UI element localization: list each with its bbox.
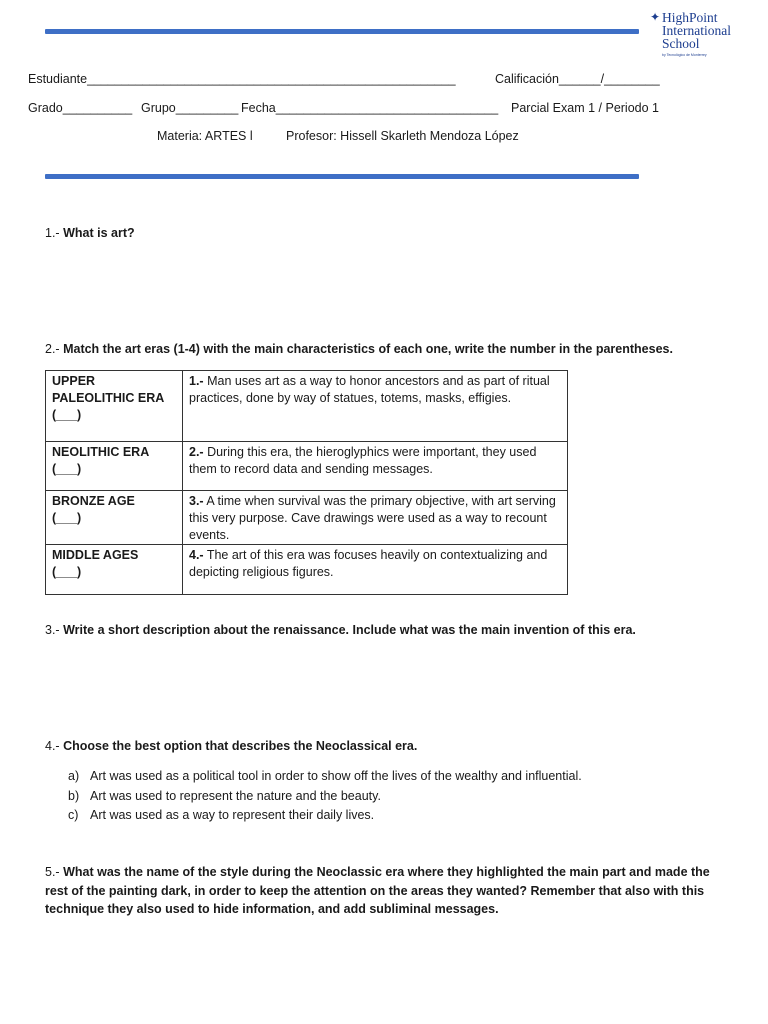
star-icon: ✦	[650, 10, 661, 24]
era-cell	[46, 371, 183, 442]
question-text: What is art?	[63, 226, 135, 240]
question-number: 5.-	[45, 865, 60, 879]
fecha-field[interactable]: Fecha________________________________	[241, 101, 499, 115]
question-text: Choose the best option that describes the Neoclassical era.	[63, 739, 418, 753]
student-field[interactable]: Estudiante_____________________________________________________	[28, 72, 456, 86]
description-text: The art of this era was focuses heavily on contextualizing and depicting religious figures.	[189, 548, 548, 579]
era-name: NEOLITHIC ERA	[52, 445, 150, 459]
question-3	[45, 623, 636, 637]
description-cell	[183, 442, 568, 491]
description-cell	[183, 371, 568, 442]
option-text: Art was used to represent the nature and the beauty.	[90, 788, 381, 803]
teacher-label: Profesor: Hissell Skarleth Mendoza López	[286, 129, 519, 143]
description-text: Man uses art as a way to honor ancestors and as part of ritual practices, done by way of statues, totems, masks, effigies.	[189, 374, 550, 405]
question-number: 3.-	[45, 623, 60, 637]
era-cell	[46, 491, 183, 545]
era-name: MIDDLE AGES	[52, 548, 139, 562]
question-2	[45, 342, 673, 356]
eras-matching-table	[45, 370, 568, 595]
description-text: During this era, the hieroglyphics were important, they used them to record data and sending messages.	[189, 445, 537, 476]
option-letter: b)	[68, 788, 80, 803]
logo-line-2: International	[662, 23, 731, 38]
grupo-field[interactable]: Grupo_________	[141, 101, 239, 115]
option-a[interactable]	[68, 767, 582, 787]
description-number: 3.-	[189, 494, 204, 508]
answer-blank[interactable]: (___)	[52, 408, 82, 422]
grado-field[interactable]: Grado__________	[28, 101, 133, 115]
question-number: 2.-	[45, 342, 60, 356]
question-number: 1.-	[45, 226, 60, 240]
subject-label: Materia: ARTES l	[157, 129, 253, 143]
description-cell	[183, 545, 568, 595]
logo-tagline: by Tecnológico de Monterrey	[662, 53, 707, 57]
answer-blank[interactable]: (___)	[52, 511, 82, 525]
description-cell	[183, 491, 568, 545]
question-number: 4.-	[45, 739, 60, 753]
answer-blank[interactable]: (___)	[52, 462, 82, 476]
description-number: 4.-	[189, 548, 204, 562]
header-divider	[45, 174, 639, 179]
option-text: Art was used as a political tool in order to show off the lives of the wealthy and influential.	[90, 769, 582, 783]
top-divider	[45, 29, 639, 34]
option-c[interactable]	[68, 806, 582, 826]
logo-line-3: School	[662, 36, 700, 51]
era-name: BRONZE AGE	[52, 494, 135, 508]
option-letter: c)	[68, 808, 79, 822]
table-row	[46, 371, 568, 442]
grade-score-field[interactable]: Calificación______/________	[495, 72, 660, 86]
question-5	[45, 863, 735, 919]
logo-line-1: HighPoint	[662, 10, 718, 25]
option-letter: a)	[68, 769, 80, 783]
description-text: A time when survival was the primary objective, with art serving this very purpose. Cave drawings were used as a way to recount events.	[189, 494, 556, 542]
question-text: Match the art eras (1-4) with the main characteristics of each one, write the number in the parentheses.	[63, 342, 673, 356]
description-number: 1.-	[189, 374, 204, 388]
answer-options	[68, 767, 582, 826]
answer-blank[interactable]: (___)	[52, 565, 82, 579]
question-1	[45, 226, 135, 240]
table-row	[46, 491, 568, 545]
table-row	[46, 545, 568, 595]
question-4	[45, 739, 417, 753]
table-row	[46, 442, 568, 491]
era-cell	[46, 545, 183, 595]
era-name: UPPER PALEOLITHIC ERA	[52, 374, 165, 405]
exam-label: Parcial Exam 1 / Periodo 1	[511, 101, 659, 115]
question-text: Write a short description about the renaissance. Include what was the main invention of this era.	[63, 623, 636, 637]
question-text: What was the name of the style during the Neoclassic era where they highlighted the main part and made the rest of the painting dark, in order to keep the attention on the areas they wanted? Remember that also with this technique they also used to hide information, and add subliminal messages.	[45, 865, 710, 916]
era-cell	[46, 442, 183, 491]
option-b[interactable]	[68, 787, 582, 807]
option-text: Art was used as a way to represent their daily lives.	[90, 808, 375, 822]
description-number: 2.-	[189, 445, 204, 459]
